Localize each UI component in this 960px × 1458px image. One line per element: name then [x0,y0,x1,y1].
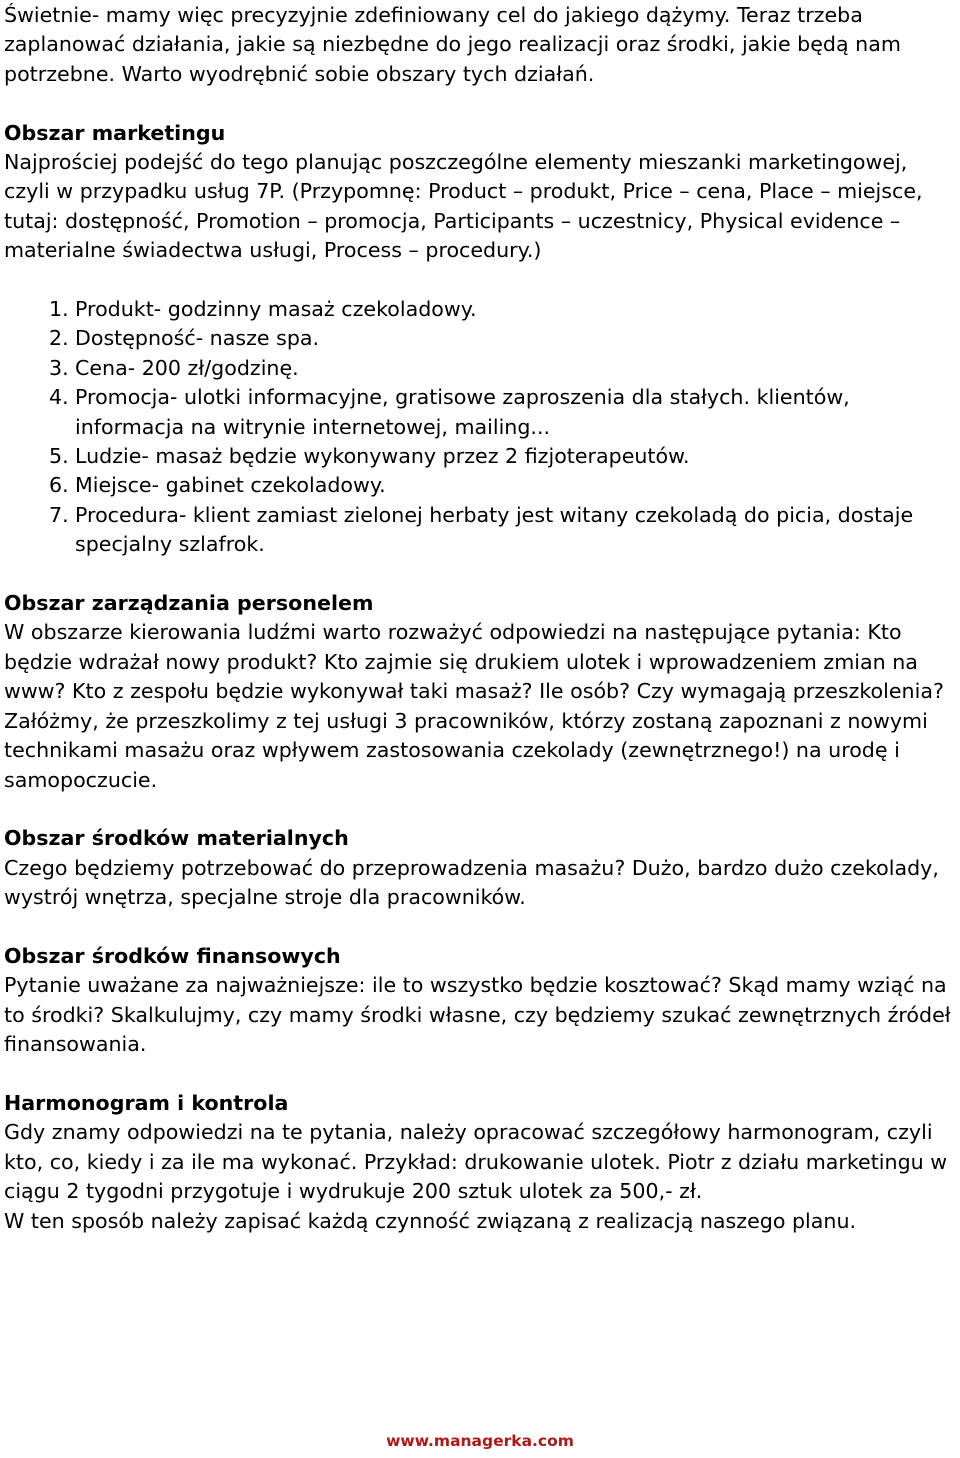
personnel-heading: Obszar zarządzania personelem [4,591,374,616]
list-item-text: Promocja- ulotki informacyjne, gratisowe zaproszenia dla stałych. klientów, informacja na witrynie internetowej, mailing... [75,385,850,439]
schedule-paragraph: Gdy znamy odpowiedzi na te pytania, należy opracować szczegółowy harmonogram, czyli kto, co, kiedy i za ile ma wykonać. Przykład: drukowanie ulotek. Piotr z działu marketingu w ciągu 2 tygodni przygotuje i wydrukuje 200 sztuk ulotek za 500,- zł. [4,1120,948,1204]
document-page [4,1,958,1236]
intro-paragraph: Świetnie- mamy więc precyzyjnie zdefiniowany cel do jakiego dążymy. Teraz trzeba zaplanować działania, jakie są niezbędne do jego realizacji oraz środki, jakie będą nam potrzebne. Warto wyodrębnić sobie obszary tych działań. [4,3,901,86]
material-paragraph: Czego będziemy potrzebować do przeprowadzenia masażu? Dużo, bardzo dużo czekolady, wystrój wnętrza, specjalne stroje dla pracowników. [4,855,939,910]
list-item-text: Cena- 200 zł/godzinę. [75,355,299,380]
financial-heading: Obszar środków finansowych [4,943,341,968]
marketing-paragraph: Najprościej podejść do tego planując poszczególne elementy mieszanki marketingowej, czyli w przypadku usług 7P. (Przypomnę: Product – produkt, Price – cena, Place – miejsce, tutaj: dostępność, Promotion – promocja, Participants – uczestnicy, Physical evidence – materialne świadectwa usługi, Process – procedury.) [4,150,923,263]
list-item-number: 4. [49,385,69,410]
material-section [4,824,958,912]
schedule-section [4,1089,958,1236]
list-item-text: Procedura- klient zamiast zielonej herbaty jest witany czekoladą do picia, dostaje specjalny szlafrok. [75,502,914,557]
list-item-number: 7. [49,502,69,527]
list-item [4,383,958,442]
financial-paragraph: Pytanie uważane za najważniejsze: ile to wszystko będzie kosztować? Skąd mamy wziąć na to środki? Skalkulujmy, czy mamy środki własne, czy będziemy szukać zewnętrznych źródeł finansowania. [4,973,951,1057]
list-item-text: Ludzie- masaż będzie wykonywany przez 2 fizjoterapeutów. [75,444,690,469]
footer-url: www.managerka.com [386,1432,574,1450]
list-item [4,471,958,500]
list-item [4,295,958,324]
marketing-section [4,119,958,560]
list-item-number: 2. [49,326,69,351]
personnel-paragraph: W obszarze kierowania ludźmi warto rozważyć odpowiedzi na następujące pytania: Kto będzie wdrażał nowy produkt? Kto zajmie się drukiem ulotek i wprowadzeniem zmian na www? Kto z zespołu będzie wykonywał taki masaż? Ile osób? Czy wymagają przeszkolenia? [4,620,944,704]
list-item [4,354,958,383]
marketing-heading: Obszar marketingu [4,120,226,145]
schedule-paragraph-2: W ten sposób należy zapisać każdą czynność związaną z realizacją naszego planu. [4,1208,857,1233]
list-item-number: 5. [49,444,69,469]
list-item [4,501,958,560]
list-item-text: Produkt- godzinny masaż czekoladowy. [75,297,477,322]
marketing-list [4,295,958,560]
personnel-paragraph-2: Załóżmy, że przeszkolimy z tej usługi 3 pracowników, którzy zostaną zapoznani z nowymi technikami masażu oraz wpływem zastosowania czekolady (zewnętrznego!) na urodę i samopoczucie. [4,708,928,792]
list-item-text: Miejsce- gabinet czekoladowy. [75,473,386,498]
list-item [4,324,958,353]
schedule-heading: Harmonogram i kontrola [4,1090,289,1115]
financial-section [4,942,958,1060]
list-item-number: 3. [49,355,69,380]
list-item [4,442,958,471]
list-item-number: 1. [49,297,69,322]
list-item-number: 6. [49,473,69,498]
personnel-section [4,589,958,795]
list-item-text: Dostępność- nasze spa. [75,326,320,351]
material-heading: Obszar środków materialnych [4,826,349,851]
